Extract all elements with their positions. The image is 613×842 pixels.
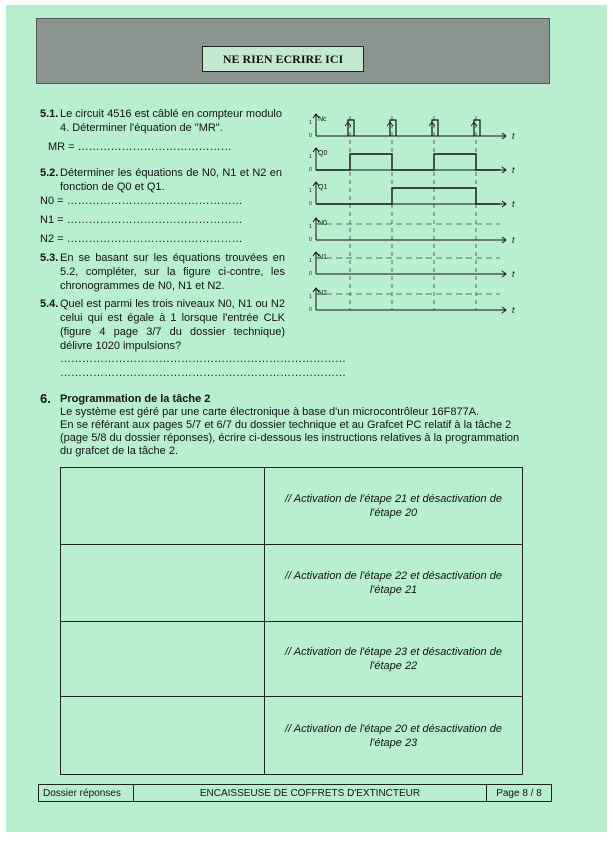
clock-pulse (432, 120, 438, 136)
question-number: 5.1. (40, 108, 59, 120)
table-row (61, 545, 523, 622)
table-row (61, 622, 523, 697)
table-row (61, 468, 523, 545)
question-text: Quel est parmi les trois niveaux N0, N1 ou N2 celui qui est égale à 1 lorsque l'entrée CLK (figure 4 page 3/7 du dossier technique) délivre 1020 impulsions? (60, 298, 285, 352)
table-row (61, 697, 523, 775)
section-title: Programmation de la tâche 2 (60, 393, 211, 405)
level-zero-label: 0 (309, 201, 312, 207)
question-5-2 (40, 166, 282, 196)
footer-left: Dossier réponses (39, 785, 134, 801)
time-axis-label: t (512, 269, 515, 279)
no-write-banner: NE RIEN ECRIRE ICI (202, 46, 364, 72)
question-text: Le circuit 4516 est câblé en compteur modulo 4. Déterminer l'équation de "MR". (60, 108, 282, 134)
code-cell[interactable] (61, 622, 265, 697)
page-footer (38, 784, 552, 802)
comment-cell (265, 545, 523, 622)
level-one-label: 1 (309, 120, 312, 126)
question-number: 5.2. (40, 167, 59, 179)
code-cell[interactable] (61, 697, 265, 775)
time-axis-label: t (512, 305, 515, 315)
signal-label-q0: Q0 (318, 150, 328, 157)
level-one-label: 1 (309, 294, 312, 300)
signal-label-n2: N2 (318, 290, 327, 297)
level-zero-label: 0 (309, 133, 312, 139)
answer-line[interactable]: …………………………………………………………………… (60, 367, 346, 379)
answer-mr[interactable]: MR = …………………………………… (48, 141, 232, 153)
comment-text: // Activation de l'étape 20 et désactivation de l'étape 23 (285, 722, 502, 749)
program-table (60, 467, 523, 775)
question-number: 5.4. (40, 298, 59, 310)
level-zero-label: 0 (309, 237, 312, 243)
comment-text: // Activation de l'étape 23 et désactivation de l'étape 22 (285, 646, 502, 672)
comment-cell (265, 697, 523, 775)
waveform-q0 (316, 154, 500, 170)
signal-label-n1: N1 (318, 254, 327, 261)
comment-text: // Activation de l'étape 22 et désactivation de l'étape 21 (285, 570, 502, 596)
answer-n2[interactable]: N2 = ………………………………………… (40, 233, 243, 245)
chronogram-figure (306, 106, 526, 326)
question-text: Déterminer les équations de N0, N1 et N2 en fonction de Q0 et Q1. (60, 167, 282, 193)
section-paragraph: Le système est géré par une carte électronique à base d'un microcontrôleur 16F877A. (60, 406, 480, 418)
level-zero-label: 0 (309, 271, 312, 277)
signal-label-q1: Q1 (318, 184, 328, 191)
time-axis-label: t (512, 235, 515, 245)
level-zero-label: 0 (309, 167, 312, 173)
answer-line[interactable]: …………………………………………………………………… (60, 353, 346, 365)
comment-text: // Activation de l'étape 21 et désactivation de l'étape 20 (285, 493, 502, 519)
level-one-label: 1 (309, 224, 312, 230)
question-text: En se basant sur les équations trouvées en 5.2, compléter, sur la figure ci-contre, les chronogrammes de N0, N1 et N2. (60, 252, 285, 292)
clock-pulse (348, 120, 354, 136)
time-axis-label: t (512, 165, 515, 175)
clock-pulse (474, 120, 480, 136)
code-cell[interactable] (61, 545, 265, 622)
answer-n0[interactable]: N0 = ………………………………………… (40, 195, 243, 207)
clock-pulse (390, 120, 396, 136)
signal-label-nc: Nc (318, 116, 327, 123)
question-5-1 (40, 107, 282, 137)
level-one-label: 1 (309, 258, 312, 264)
page-number: Page 8 / 8 (486, 785, 551, 801)
section-number: 6. (40, 391, 51, 406)
level-one-label: 1 (309, 154, 312, 160)
time-axis-label: t (512, 199, 515, 209)
footer-title: ENCAISSEUSE DE COFFRETS D'EXTINCTEUR (199, 787, 421, 799)
section-paragraph: En se référant aux pages 5/7 et 6/7 du dossier technique et au Grafcet PC relatif à la tâche 2 (page 5/8 du dossier réponses), écrire ci-dessous les instructions relatives à la programmation du grafcet de la tâche 2. (60, 419, 520, 457)
level-zero-label: 0 (309, 307, 312, 313)
comment-cell (265, 468, 523, 545)
comment-cell (265, 622, 523, 697)
time-axis-label: t (512, 131, 515, 141)
signal-label-n0: N0 (318, 220, 327, 227)
code-cell[interactable] (61, 468, 265, 545)
answer-n1[interactable]: N1 = ………………………………………… (40, 214, 243, 226)
question-number: 5.3. (40, 252, 59, 264)
question-5-4 (40, 297, 285, 355)
level-one-label: 1 (309, 188, 312, 194)
question-5-3 (40, 251, 285, 295)
waveform-q1 (316, 188, 500, 204)
